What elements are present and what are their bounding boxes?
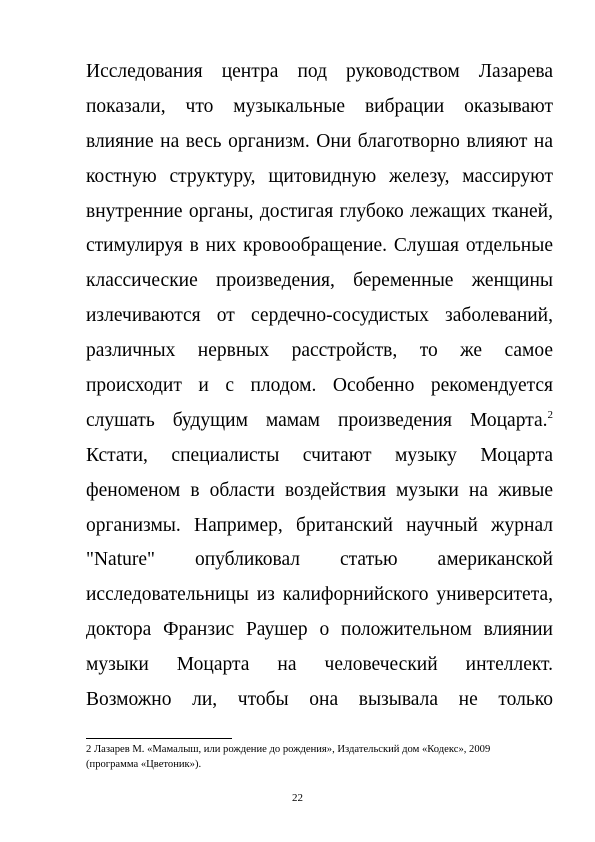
text-line: различных нервных расстройств, то же самое [86, 340, 553, 362]
text-line: "Nature" опубликовал статью американской [86, 549, 553, 571]
text-line: Кстати, специалисты считают музыку Моцарта [86, 444, 553, 466]
footnote-separator [86, 738, 232, 739]
text-line-with-footnote-ref [86, 404, 553, 439]
page-number: 22 [292, 792, 303, 804]
text-line: исследовательницы из калифорнийского университета, [86, 584, 553, 606]
text-line: стимулируя в них кровообращение. Слушая отдельные [86, 235, 553, 257]
text-line: показали, что музыкальные вибрации оказывают [86, 95, 553, 117]
text-line: музыки Моцарта на человеческий интеллект. [86, 654, 553, 676]
text-line: организмы. Например, британский научный журнал [86, 514, 553, 536]
text-line: влияние на весь организм. Они благотворно влияют на [86, 130, 553, 152]
text-line: Исследования центра под руководством Лазарева [86, 61, 553, 82]
text-line: слушать будущим мамам произведения Моцарта. [86, 409, 548, 431]
text-line: Возможно ли, чтобы она вызывала не только [86, 689, 553, 711]
text-line: внутренние органы, достигая глубоко лежащих тканей, [86, 200, 553, 222]
text-line: костную структуру, щитовидную железу, массируют [86, 165, 553, 187]
footnote [86, 742, 556, 772]
text-line: излечиваются от сердечно-сосудистых заболеваний, [86, 305, 553, 327]
text-line: классические произведения, беременные женщины [86, 270, 553, 292]
footnote-reference: 2 [547, 408, 553, 421]
footnote-line: 2 Лазарев М. «Мамалыш, или рождение до рождения», Издательский дом «Кодекс», 2009 [86, 744, 491, 755]
text-line: феноменом в области воздействия музыки на живые [86, 479, 553, 501]
text-line: доктора Франзис Раушер о положительном влиянии [86, 619, 553, 641]
text-line: происходит и с плодом. Особенно рекомендуется [86, 375, 553, 397]
footnote-line: (программа «Цветоник»). [86, 759, 202, 770]
body-text [86, 55, 553, 718]
